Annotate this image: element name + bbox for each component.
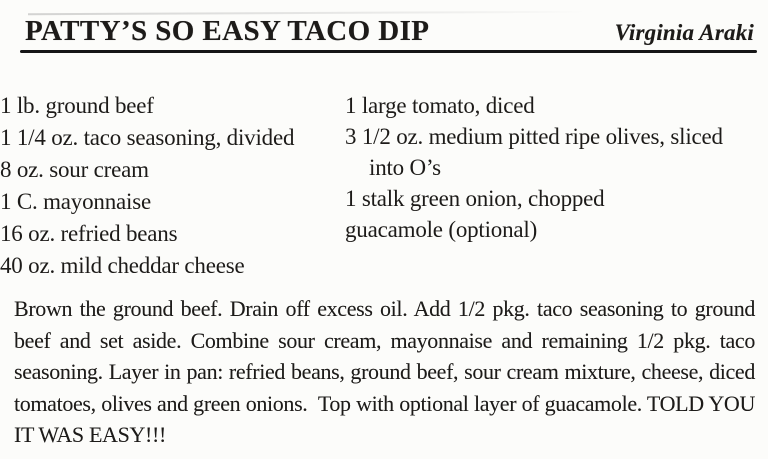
ingredients-section <box>0 90 768 282</box>
ingredient-item: 3 1/2 oz. medium pitted ripe olives, sliced into O’s <box>345 124 723 180</box>
instructions-paragraph: Brown the ground beef. Drain off excess oil. Add 1/2 pkg. taco seasoning to ground beef and set aside. Combine sour cream, mayonnaise and remaining 1/2 pkg. taco seasoning. Layer in pan: refried beans, ground beef, sour cream mixture, cheese, diced tomatoes, olives and green onions. Top with optional layer of guacamole. TOLD YOU IT WAS EASY!!! <box>14 296 761 447</box>
page-title: PATTY’S SO EASY TACO DIP <box>25 15 430 47</box>
ingredient-item: guacamole (optional) <box>345 217 538 242</box>
ingredient-item: 1 stalk green onion, chopped <box>345 186 605 211</box>
ingredient-item: 1 lb. ground beef <box>0 93 154 118</box>
header-rule <box>20 50 757 53</box>
ingredients-left-column <box>0 90 345 282</box>
ingredient-item: 8 oz. sour cream <box>0 157 149 182</box>
ingredient-item: 1 1/4 oz. taco seasoning, divided <box>0 125 295 150</box>
ingredient-item: 40 oz. mild cheddar cheese <box>0 253 245 278</box>
ingredients-right-column <box>345 90 727 282</box>
ingredient-item: 1 C. mayonnaise <box>0 189 151 214</box>
ingredient-item: 1 large tomato, diced <box>345 93 535 118</box>
ingredient-item: 16 oz. refried beans <box>0 221 178 246</box>
recipe-header <box>0 0 768 48</box>
author-name: Virginia Araki <box>614 20 754 45</box>
